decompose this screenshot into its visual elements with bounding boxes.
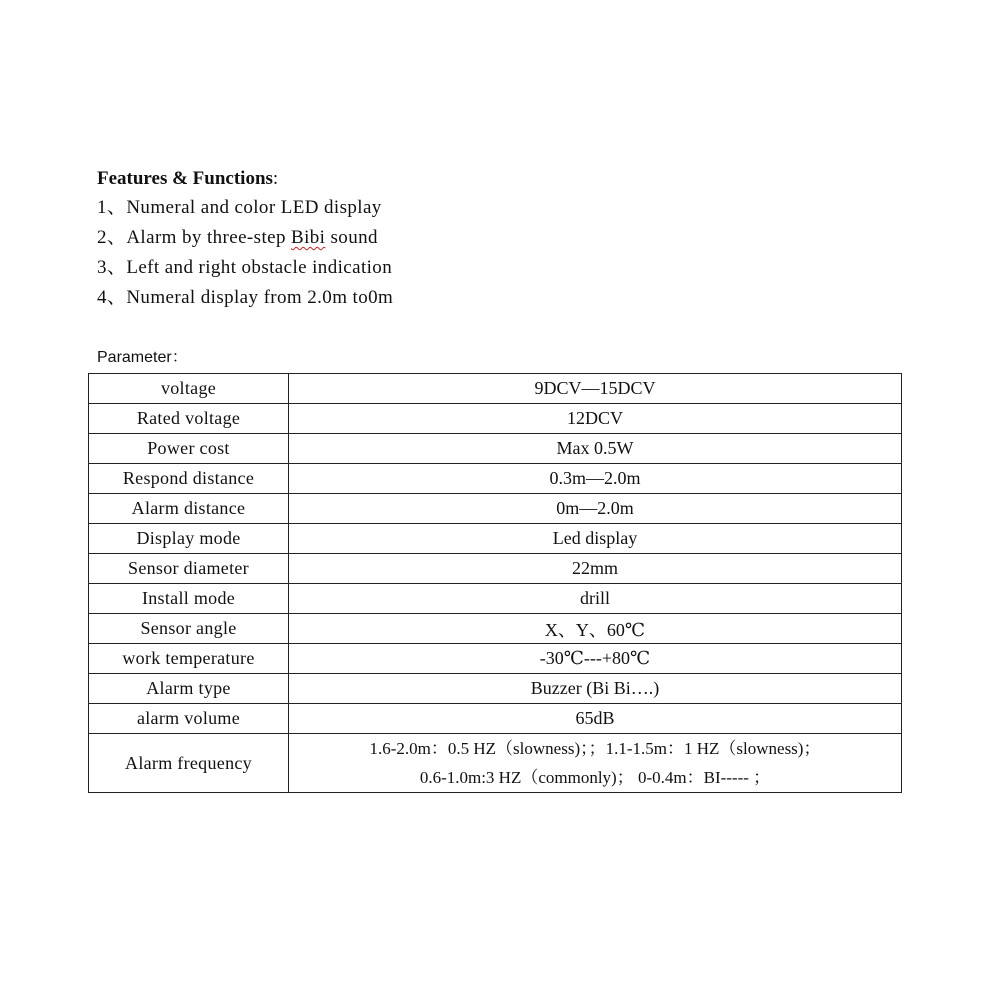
param-value [289, 734, 902, 793]
param-value: 9DCV—15DCV [289, 374, 902, 404]
feature-item [97, 253, 393, 283]
feature-item [97, 283, 393, 313]
param-name: Alarm frequency [89, 734, 289, 793]
table-row [89, 734, 902, 793]
feature-number: 3、 [97, 257, 127, 278]
param-name: Display mode [89, 524, 289, 554]
param-name: work temperature [89, 644, 289, 674]
param-value: 65dB [289, 704, 902, 734]
param-name: Alarm type [89, 674, 289, 704]
feature-text: Numeral display from 2.0m to0m [126, 287, 394, 308]
features-section [97, 165, 393, 313]
table-row [89, 674, 902, 704]
param-value: drill [289, 584, 902, 614]
table-row [89, 584, 902, 614]
param-name: voltage [89, 374, 289, 404]
parameter-table [88, 373, 902, 793]
param-value: 0.3m—2.0m [289, 464, 902, 494]
param-value: 12DCV [289, 404, 902, 434]
feature-number: 1、 [97, 197, 127, 218]
table-row [89, 704, 902, 734]
features-title-colon: : [272, 168, 279, 189]
param-name: Power cost [89, 434, 289, 464]
param-name: Alarm distance [89, 494, 289, 524]
parameter-label: Parameter： [97, 349, 188, 366]
feature-item [97, 193, 393, 223]
feature-text: Alarm by three-step [126, 227, 292, 248]
table-row [89, 494, 902, 524]
table-row [89, 404, 902, 434]
feature-text: Left and right obstacle indication [126, 257, 393, 278]
feature-number: 2、 [97, 227, 127, 248]
frequency-line: 1.6-2.0m：0.5 HZ（slowness)；；1.1-1.5m：1 HZ（slowness)； [369, 739, 821, 758]
table-row [89, 524, 902, 554]
param-value: Max 0.5W [289, 434, 902, 464]
table-row [89, 614, 902, 644]
param-name: Rated voltage [89, 404, 289, 434]
param-name: Sensor diameter [89, 554, 289, 584]
param-value: 22mm [289, 554, 902, 584]
table-row [89, 464, 902, 494]
feature-text: sound [325, 227, 378, 248]
param-name: Respond distance [89, 464, 289, 494]
feature-text: Numeral and color LED display [126, 197, 382, 218]
param-value: Buzzer (Bi Bi….) [289, 674, 902, 704]
table-row [89, 434, 902, 464]
table-row [89, 554, 902, 584]
param-name: Install mode [89, 584, 289, 614]
feature-item [97, 223, 393, 253]
features-title-text: Features & Functions [97, 168, 273, 189]
param-name: Sensor angle [89, 614, 289, 644]
param-value: -30℃---+80℃ [289, 644, 902, 674]
table-row [89, 644, 902, 674]
param-name: alarm volume [89, 704, 289, 734]
feature-number: 4、 [97, 287, 127, 308]
features-title [97, 165, 393, 193]
param-value: Led display [289, 524, 902, 554]
frequency-line: 0.6-1.0m:3 HZ（commonly)； 0-0.4m：BI----- ； [419, 768, 771, 787]
param-value: 0m—2.0m [289, 494, 902, 524]
table-row [89, 374, 902, 404]
param-value: X、Y、60℃ [289, 614, 902, 644]
spellcheck-underlined-word: Bibi [291, 227, 326, 248]
